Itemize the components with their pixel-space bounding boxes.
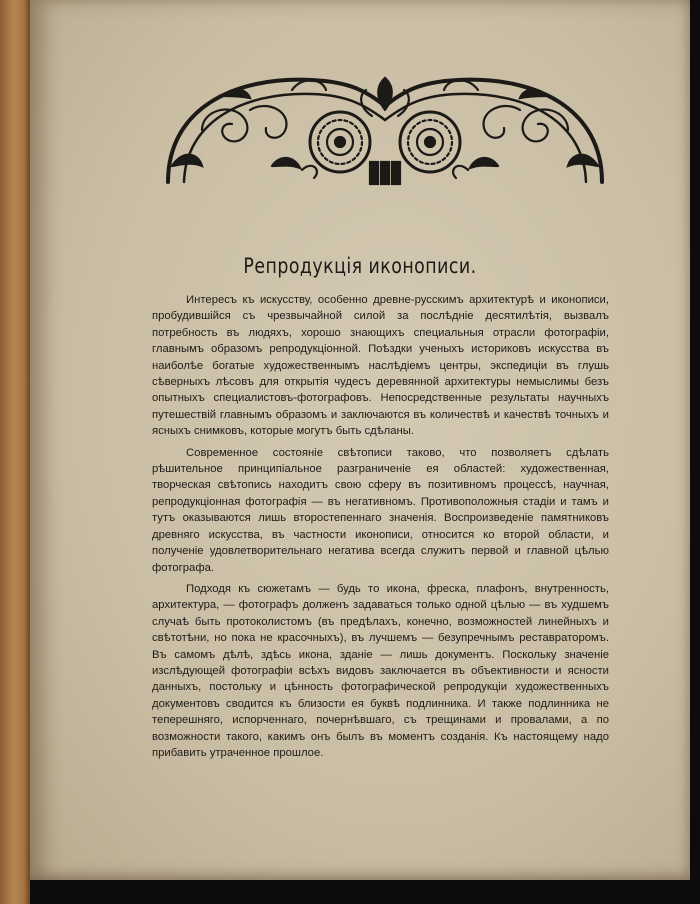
ornamental-headpiece-icon [162, 70, 608, 186]
book-spine-edge [0, 0, 30, 904]
paragraph-3: Подходя къ сюжетамъ — будь то икона, фреска, плафонъ, внутренность, архитектура, — фотографъ долженъ задаваться только одной цѣлью — въ худшемъ случаѣ быть протоколистомъ (въ предѣлахъ, конечно, возможностей линейныхъ и свѣтотѣни, но пока не красочныхъ), въ лучшемъ — безупречнымъ реставраторомъ. Въ самомъ дѣлѣ, здѣсь икона, зданіе — лишь документъ. Поскольку значеніе изслѣдующей фотографіи всѣхъ видовъ заключается въ объективности и ясности данныхъ, постольку и цѣнность фотографической репродукціи художественныхъ документовъ сводится къ близости ея буквѣ подлинника. И также подлинника не теперешняго, испорченнаго, почернѣвшаго, съ трещинами и провалами, а по возможности такого, какимъ онъ былъ въ моментъ созданія. Къ настоящему надо прибавить утраченное прошлое. [152, 582, 609, 759]
paragraph-1: Интересъ къ искусству, особенно древне-русскимъ архитектурѣ и иконописи, пробудившійся съ чрезвычайной силой за послѣдніе десятилѣтія, вызвалъ потребность въ людяхъ, хорошо знающихъ специальныя отрасли фотографіи, главнымъ образомъ репродукціонной. Поѣздки ученыхъ историковъ искусства въ наиболѣе богатые художественнымъ наслѣдіемъ центры, экспедиціи въ глушь сѣверныхъ лѣсовъ для открытія чудесъ деревянной архитектуры немыслимы безъ опытныхъ специалистовъ-фотографовъ. Непосредственные результаты научныхъ путешествій главнымъ образомъ и заключаются въ количествѣ и качествѣ точныхъ и ясныхъ снимковъ, которые могутъ быть сдѣланы. [152, 294, 609, 438]
book-page [30, 0, 690, 880]
paragraph-2: Современное состояніе свѣтописи таково, что позволяетъ сдѣлать рѣшительное принципіальное разграниченіе ея областей: художественная, творческая свѣтопись находитъ свою сферу въ позитивномъ процессѣ, научная, репродукціонная фотографія — въ негативномъ. Противоположныя стадіи и тамъ и тутъ оказываются лишь второстепеннаго значенія. Воспроизведеніе памятниковъ древняго искусства, въ частности иконописи, относится ко второй области, и полученіе удовлетворительнаго негатива всегда служитъ первой и главной цѣлью фотографа. [152, 446, 609, 574]
page-title: Репродукція иконописи. [243, 254, 477, 278]
body-text [152, 292, 609, 761]
